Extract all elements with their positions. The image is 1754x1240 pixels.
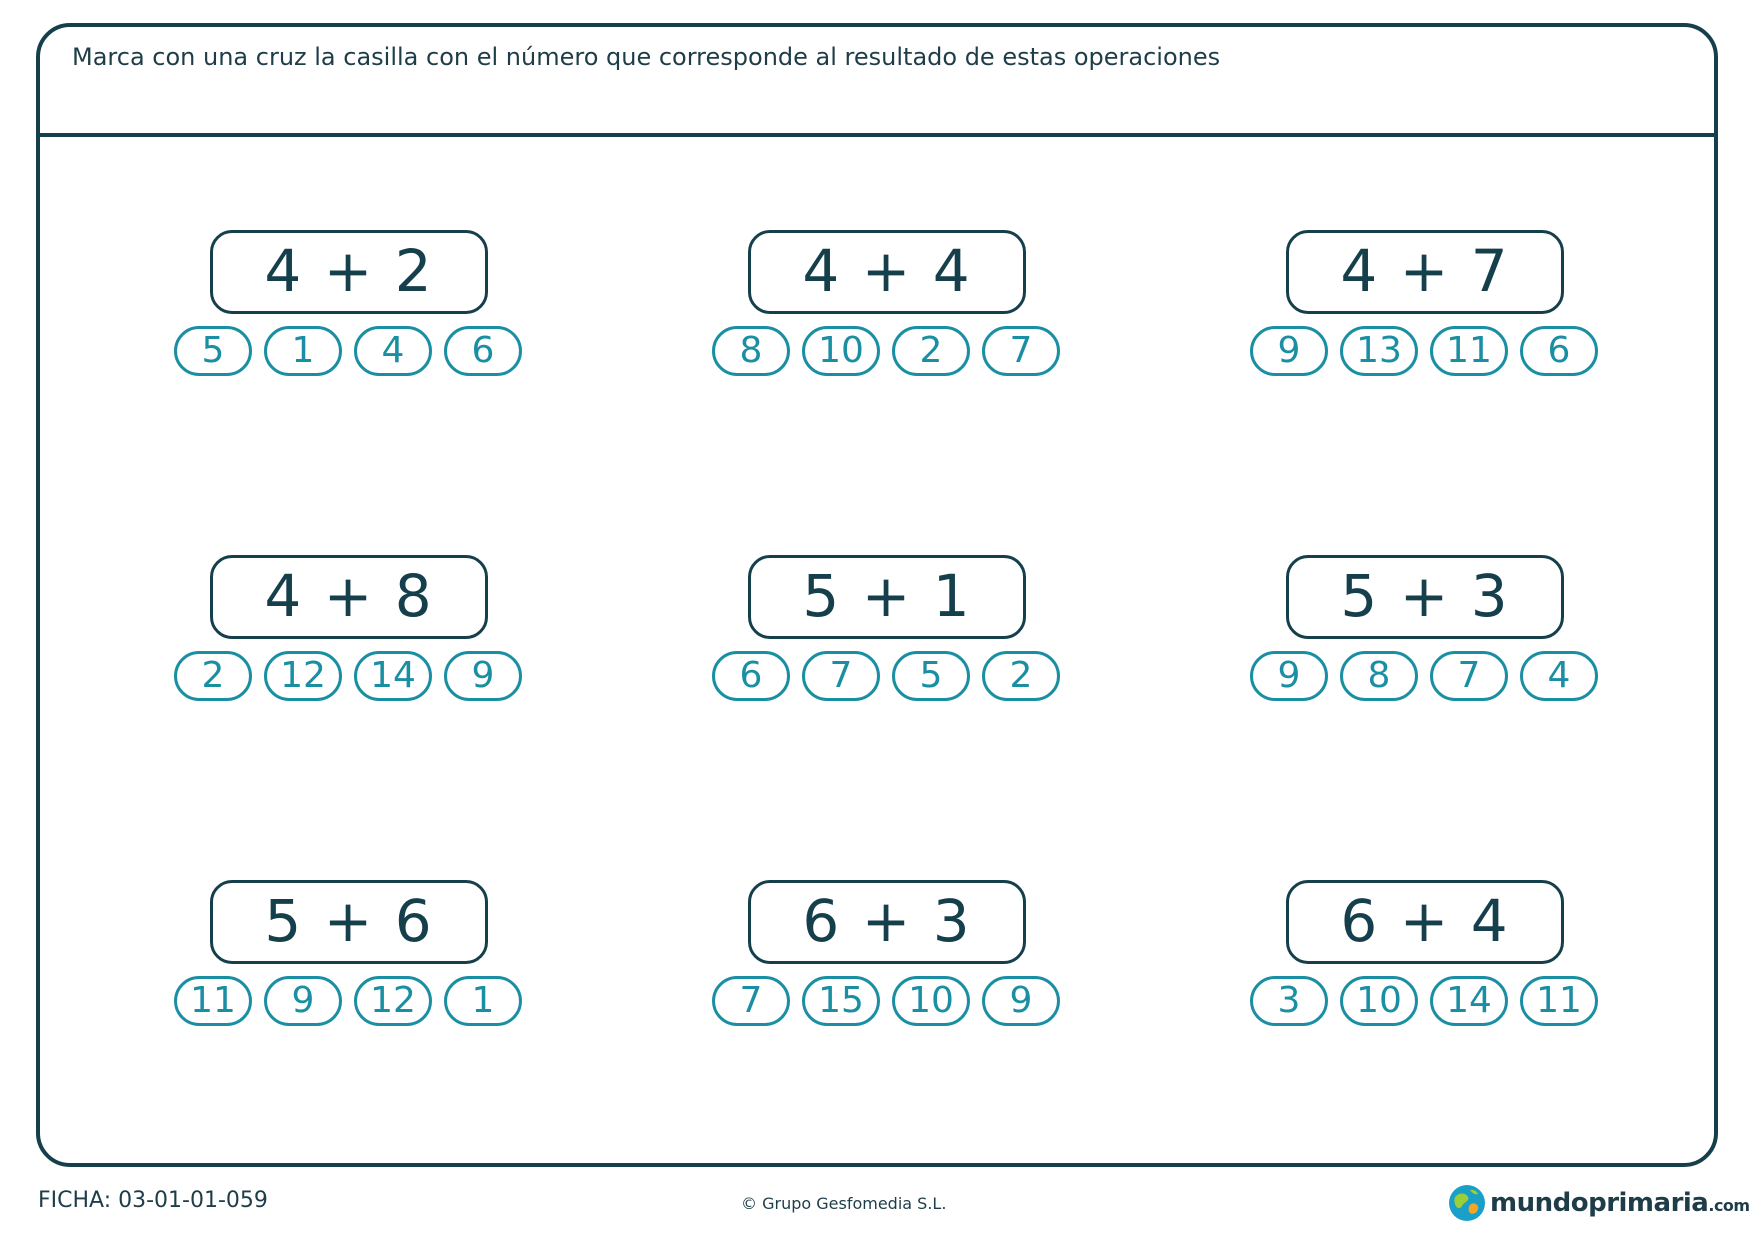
operation-box: 6 + 4 — [1286, 880, 1564, 964]
logo-suffix: .com — [1708, 1196, 1750, 1215]
option-checkbox[interactable]: 6 — [1520, 326, 1598, 376]
answer-options — [712, 976, 1072, 1028]
exercise-4 — [174, 555, 534, 705]
option-checkbox[interactable]: 3 — [1250, 976, 1328, 1026]
operation-box: 4 + 4 — [748, 230, 1026, 314]
option-checkbox[interactable]: 12 — [264, 651, 342, 701]
option-checkbox[interactable]: 14 — [1430, 976, 1508, 1026]
option-checkbox[interactable]: 1 — [444, 976, 522, 1026]
option-checkbox[interactable]: 6 — [712, 651, 790, 701]
option-checkbox[interactable]: 11 — [1520, 976, 1598, 1026]
answer-options — [174, 651, 534, 703]
exercise-1 — [174, 230, 534, 380]
option-checkbox[interactable]: 10 — [1340, 976, 1418, 1026]
operation-box: 6 + 3 — [748, 880, 1026, 964]
answer-options — [1250, 326, 1610, 378]
option-checkbox[interactable]: 2 — [982, 651, 1060, 701]
option-checkbox[interactable]: 11 — [1430, 326, 1508, 376]
option-checkbox[interactable]: 10 — [802, 326, 880, 376]
option-checkbox[interactable]: 4 — [354, 326, 432, 376]
answer-options — [1250, 651, 1610, 703]
answer-options — [1250, 976, 1610, 1028]
worksheet-frame — [36, 23, 1718, 1167]
option-checkbox[interactable]: 10 — [892, 976, 970, 1026]
exercise-3 — [1250, 230, 1610, 380]
exercise-9 — [1250, 880, 1610, 1030]
operation-box: 4 + 2 — [210, 230, 488, 314]
globe-icon — [1448, 1184, 1486, 1222]
exercise-2 — [712, 230, 1072, 380]
worksheet-code: FICHA: 03-01-01-059 — [38, 1188, 268, 1213]
exercise-5 — [712, 555, 1072, 705]
option-checkbox[interactable]: 1 — [264, 326, 342, 376]
operation-box: 5 + 3 — [1286, 555, 1564, 639]
option-checkbox[interactable]: 9 — [1250, 651, 1328, 701]
operation-box: 4 + 7 — [1286, 230, 1564, 314]
option-checkbox[interactable]: 2 — [892, 326, 970, 376]
option-checkbox[interactable]: 2 — [174, 651, 252, 701]
answer-options — [712, 326, 1072, 378]
option-checkbox[interactable]: 9 — [982, 976, 1060, 1026]
option-checkbox[interactable]: 9 — [444, 651, 522, 701]
option-checkbox[interactable]: 14 — [354, 651, 432, 701]
option-checkbox[interactable]: 5 — [174, 326, 252, 376]
mundoprimaria-logo[interactable] — [1448, 1182, 1750, 1224]
answer-options — [174, 326, 534, 378]
answer-options — [174, 976, 534, 1028]
option-checkbox[interactable]: 7 — [712, 976, 790, 1026]
option-checkbox[interactable]: 5 — [892, 651, 970, 701]
logo-main: mundoprimaria — [1490, 1188, 1709, 1218]
option-checkbox[interactable]: 4 — [1520, 651, 1598, 701]
exercise-7 — [174, 880, 534, 1030]
option-checkbox[interactable]: 15 — [802, 976, 880, 1026]
option-checkbox[interactable]: 7 — [982, 326, 1060, 376]
instruction-header — [40, 27, 1714, 137]
option-checkbox[interactable]: 11 — [174, 976, 252, 1026]
logo-text — [1490, 1188, 1750, 1218]
operation-box: 4 + 8 — [210, 555, 488, 639]
operation-box: 5 + 6 — [210, 880, 488, 964]
instruction-text: Marca con una cruz la casilla con el número que corresponde al resultado de estas operaciones — [72, 43, 1221, 71]
option-checkbox[interactable]: 13 — [1340, 326, 1418, 376]
answer-options — [712, 651, 1072, 703]
option-checkbox[interactable]: 9 — [264, 976, 342, 1026]
operation-box: 5 + 1 — [748, 555, 1026, 639]
option-checkbox[interactable]: 7 — [1430, 651, 1508, 701]
option-checkbox[interactable]: 8 — [712, 326, 790, 376]
option-checkbox[interactable]: 7 — [802, 651, 880, 701]
option-checkbox[interactable]: 8 — [1340, 651, 1418, 701]
copyright-text: © Grupo Gesfomedia S.L. — [741, 1194, 947, 1213]
option-checkbox[interactable]: 6 — [444, 326, 522, 376]
exercise-6 — [1250, 555, 1610, 705]
exercise-8 — [712, 880, 1072, 1030]
option-checkbox[interactable]: 9 — [1250, 326, 1328, 376]
option-checkbox[interactable]: 12 — [354, 976, 432, 1026]
